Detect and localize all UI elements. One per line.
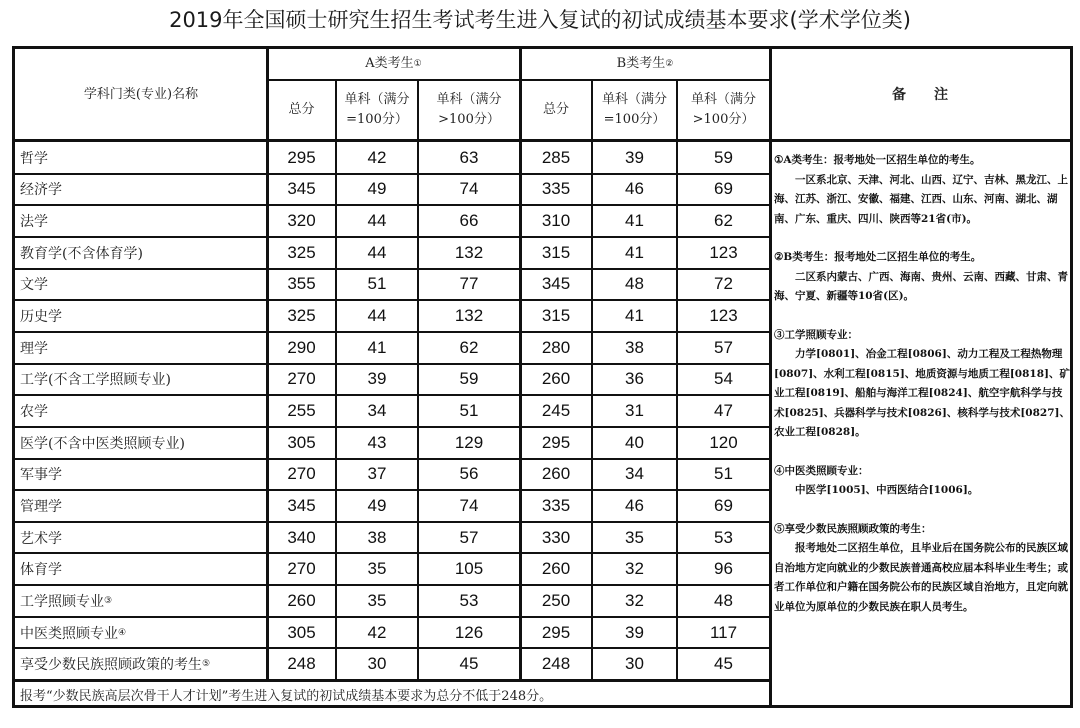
cell-b-sgt100: 72 — [714, 274, 733, 294]
cell-a-s100: 44 — [367, 211, 387, 231]
header-a-total-label: 总分 — [288, 101, 315, 117]
header-line: =100分） — [346, 111, 408, 127]
cell-b-total: 315 — [541, 306, 571, 326]
subject-name: 哲学 — [20, 150, 48, 167]
header-a-total — [267, 79, 336, 140]
header-b-total — [520, 79, 592, 140]
cell-a-s100: 35 — [367, 559, 387, 579]
grid-line — [15, 584, 770, 586]
grid-line — [15, 458, 770, 460]
cell-b-sgt100: 51 — [714, 464, 733, 484]
header-line: >100分） — [692, 111, 755, 127]
table-row-subject — [15, 364, 266, 396]
cell-b-sgt100: 53 — [714, 527, 733, 547]
cell-a-sgt100: 66 — [459, 211, 479, 231]
remark-4-body: 中医学[1005]、中西医结合[1006]。 — [795, 484, 979, 496]
cell-a-sgt100: 62 — [459, 337, 479, 357]
cell-b-s100: 41 — [625, 306, 644, 326]
cell-b-sgt100: 47 — [714, 401, 733, 420]
table-row-subject — [15, 490, 266, 522]
header-a-single-gt100 — [418, 79, 520, 140]
cell-a-s100: 41 — [367, 337, 387, 357]
grid-line — [15, 552, 770, 554]
header-b-single-100 — [592, 79, 677, 140]
cell-b-total: 245 — [541, 401, 571, 420]
cell-b-s100: 31 — [625, 401, 644, 420]
cell-a-sgt100: 56 — [459, 464, 479, 484]
cell-a-s100: 37 — [367, 464, 387, 484]
header-b-total-label: 总分 — [542, 101, 569, 117]
subject-name: 法学 — [20, 214, 48, 231]
cell-a-sgt100: 59 — [459, 369, 479, 389]
cell-b-total: 345 — [541, 274, 571, 294]
cell-a-s100: 43 — [367, 432, 387, 452]
cell-b-sgt100: 45 — [714, 654, 733, 674]
remark-5-body: 报考地处二区招生单位，且毕业后在国务院公布的民族区域自治地方定向就业的少数民族普通高校应届本科毕业生考生；或者工作单位和户籍在国务院公布的民族区域自治地方，且定向就业单位为原单位的少数民族在职人员考生。 — [774, 542, 1068, 613]
cell-a-total: 340 — [287, 527, 316, 547]
cell-b-s100: 46 — [625, 495, 644, 515]
remark-5-heading: ⑤享受少数民族照顾政策的考生： — [774, 522, 932, 535]
cell-b-s100: 48 — [625, 274, 644, 294]
header-group-a-label: A类考生 — [365, 56, 414, 71]
table-row-subject — [15, 300, 266, 332]
header-line: 单科（满分 — [344, 91, 410, 107]
grid-line — [267, 79, 770, 81]
cell-a-sgt100: 105 — [454, 559, 484, 579]
header-line: >100分） — [438, 111, 500, 127]
cell-b-total: 250 — [541, 590, 571, 610]
table-row-subject — [15, 237, 266, 269]
table-row-subject — [15, 174, 266, 206]
cell-a-total: 295 — [287, 147, 316, 167]
cell-a-s100: 49 — [367, 179, 387, 199]
cell-b-s100: 46 — [625, 179, 644, 199]
cell-b-total: 285 — [541, 147, 571, 167]
cell-a-sgt100: 132 — [454, 306, 484, 326]
cell-b-s100: 30 — [625, 654, 644, 674]
cell-a-total: 305 — [287, 432, 316, 452]
table-row-subject — [15, 522, 266, 554]
cell-b-sgt100: 48 — [714, 590, 733, 610]
cell-b-s100: 36 — [625, 369, 644, 389]
table-row-subject — [15, 553, 266, 585]
subject-name: 管理学 — [20, 498, 62, 515]
cell-a-total: 355 — [287, 274, 316, 294]
subject-name: 军事学 — [20, 467, 62, 484]
table-row-subject — [15, 395, 266, 427]
cell-b-sgt100: 120 — [709, 432, 738, 452]
footer-note — [15, 680, 770, 708]
grid-line — [15, 679, 770, 682]
remark-3-body: 力学[0801]、冶金工程[0806]、动力工程及工程热物理[0807]、水利工程[0815]、地质资源与地质工程[0818]、矿业工程[0819]、船舶与海洋工程[0824]、航空宇航科学与技术[0825]、兵器科学与技术[0826]、核科学与技术[0827]、农业工程[0828]。 — [774, 348, 1070, 438]
footer-note-text: 报考“少数民族高层次骨干人才计划”考生进入复试的初试成绩基本要求为总分不低于248分。 — [20, 688, 553, 704]
cell-b-total: 335 — [541, 179, 571, 199]
cell-b-total: 248 — [541, 654, 571, 674]
cell-a-sgt100: 126 — [454, 622, 484, 642]
cell-b-s100: 39 — [625, 622, 644, 642]
cell-a-s100: 51 — [367, 274, 387, 294]
grid-line — [15, 173, 770, 175]
subject-name: 工学照顾专业 — [20, 593, 104, 610]
cell-a-s100: 35 — [367, 590, 387, 610]
header-line: 单科（满分 — [601, 91, 667, 107]
cell-a-s100: 42 — [367, 147, 387, 167]
grid-line — [15, 394, 770, 396]
cell-b-s100: 38 — [625, 337, 644, 357]
remark-1-heading: ①A类考生：报考地处一区招生单位的考生。 — [774, 154, 981, 166]
cell-b-sgt100: 69 — [714, 495, 733, 515]
cell-b-s100: 35 — [625, 527, 644, 547]
header-remarks — [770, 49, 1070, 140]
header-line: 单科（满分 — [436, 91, 502, 107]
cell-b-s100: 41 — [625, 211, 644, 231]
header-subject — [15, 49, 267, 140]
grid-line — [15, 363, 770, 365]
grid-line — [591, 79, 593, 680]
cell-b-total: 295 — [541, 432, 571, 452]
remark-2-heading: ②B类考生：报考地处二区招生单位的考生。 — [774, 251, 982, 263]
header-line: =100分） — [603, 111, 666, 127]
cell-b-sgt100: 96 — [714, 559, 733, 579]
cell-a-sgt100: 53 — [459, 590, 479, 610]
header-b-single-gt100 — [677, 79, 770, 140]
table-row-subject — [15, 459, 266, 491]
cell-b-sgt100: 57 — [714, 337, 733, 357]
remark-2-body: 二区系内蒙古、广西、海南、贵州、云南、西藏、甘肃、青海、宁夏、新疆等10省(区)。 — [774, 270, 1068, 302]
cell-a-s100: 39 — [367, 369, 387, 389]
cell-b-total: 280 — [541, 337, 571, 357]
header-subject-label: 学科门类(专业)名称 — [83, 86, 199, 102]
cell-a-sgt100: 129 — [454, 432, 484, 452]
table-row-subject — [15, 142, 266, 174]
subject-name: 体育学 — [20, 562, 62, 579]
cell-b-s100: 32 — [625, 559, 644, 579]
cell-b-sgt100: 123 — [709, 242, 738, 262]
grid-line — [15, 236, 770, 238]
cell-b-total: 295 — [541, 622, 571, 642]
grid-line — [335, 79, 337, 680]
grid-line — [15, 139, 1070, 142]
cell-b-sgt100: 54 — [714, 369, 733, 389]
subject-name: 医学(不含中医类照顾专业) — [20, 435, 185, 452]
cell-b-sgt100: 69 — [714, 179, 733, 199]
grid-line — [15, 426, 770, 428]
cell-b-s100: 41 — [625, 242, 644, 262]
cell-a-s100: 49 — [367, 495, 387, 515]
cell-a-total: 320 — [287, 211, 316, 231]
table-row-subject — [15, 269, 266, 301]
remarks-panel — [774, 151, 1070, 617]
cell-a-sgt100: 74 — [459, 495, 479, 515]
cell-a-total: 345 — [287, 179, 316, 199]
header-a-single-100 — [336, 79, 418, 140]
cell-b-sgt100: 123 — [709, 306, 738, 326]
cell-a-total: 260 — [287, 590, 316, 610]
grid-line — [769, 49, 772, 708]
cell-a-total: 325 — [287, 242, 316, 262]
subject-name: 教育学(不含体育学) — [20, 245, 143, 262]
table-row-subject — [15, 332, 266, 364]
cell-a-s100: 38 — [367, 527, 387, 547]
remark-1-body: 一区系北京、天津、河北、山西、辽宁、吉林、黑龙江、上海、江苏、浙江、安徽、福建、江西、山东、河南、湖北、湖南、广东、重庆、四川、陕西等21省(市)。 — [774, 173, 1068, 225]
cell-a-sgt100: 51 — [459, 401, 479, 420]
grid-line — [417, 79, 419, 680]
cell-a-s100: 42 — [367, 622, 387, 642]
cell-b-total: 260 — [541, 559, 571, 579]
subject-name: 理学 — [20, 340, 48, 357]
subject-name: 农学 — [20, 404, 48, 420]
grid-line — [676, 79, 678, 680]
cell-b-total: 260 — [541, 464, 571, 484]
grid-line — [15, 647, 770, 649]
cell-a-s100: 30 — [367, 654, 387, 674]
header-group-b-label: B类考生 — [616, 56, 666, 71]
cell-a-total: 325 — [287, 306, 316, 326]
cell-a-total: 290 — [287, 337, 316, 357]
cell-b-s100: 39 — [625, 147, 644, 167]
grid-line — [15, 616, 770, 618]
cell-a-total: 255 — [287, 401, 316, 420]
page-title: 2019年全国硕士研究生招生考试考生进入复试的初试成绩基本要求(学术学位类) — [169, 8, 911, 32]
cell-b-s100: 34 — [625, 464, 644, 484]
grid-line — [15, 204, 770, 206]
cell-a-s100: 44 — [367, 306, 387, 326]
cell-a-sgt100: 57 — [459, 527, 479, 547]
cell-b-sgt100: 59 — [714, 147, 733, 167]
remark-4-heading: ④中医类照顾专业： — [774, 464, 869, 477]
grid-line — [15, 521, 770, 523]
cell-a-total: 270 — [287, 369, 316, 389]
header-group-b: B类考生 ② — [520, 49, 770, 79]
cell-b-total: 310 — [541, 211, 571, 231]
cell-b-total: 330 — [541, 527, 571, 547]
header-remarks-label: 备 注 — [892, 86, 948, 103]
subject-name: 文学 — [20, 277, 48, 294]
cell-a-sgt100: 77 — [459, 274, 479, 294]
cell-a-total: 270 — [287, 559, 316, 579]
table-row-subject — [15, 205, 266, 237]
cell-b-sgt100: 117 — [709, 622, 738, 642]
cell-a-s100: 44 — [367, 242, 387, 262]
grid-line — [15, 299, 770, 301]
table-row-subject: 工学照顾专业 ③ — [15, 585, 266, 617]
cell-a-total: 305 — [287, 622, 316, 642]
header-group-a: A类考生 ① — [267, 49, 520, 79]
score-table — [12, 46, 1073, 708]
subject-name: 艺术学 — [20, 530, 62, 547]
grid-line — [15, 489, 770, 491]
header-line: 单科（满分 — [690, 91, 756, 107]
cell-a-sgt100: 63 — [459, 147, 479, 167]
subject-name: 经济学 — [20, 182, 62, 199]
cell-a-sgt100: 132 — [454, 242, 484, 262]
cell-b-s100: 40 — [625, 432, 644, 452]
cell-b-total: 260 — [541, 369, 571, 389]
table-row-subject: 享受少数民族照顾政策的考生 ⑤ — [15, 648, 266, 680]
cell-b-s100: 32 — [625, 590, 644, 610]
grid-line — [15, 331, 770, 333]
subject-name: 中医类照顾专业 — [20, 625, 118, 642]
cell-a-total: 345 — [287, 495, 316, 515]
cell-a-s100: 34 — [367, 401, 387, 420]
remark-3-heading: ③工学照顾专业： — [774, 328, 858, 341]
table-row-subject — [15, 427, 266, 459]
cell-b-total: 335 — [541, 495, 571, 515]
table-row-subject: 中医类照顾专业 ④ — [15, 617, 266, 649]
cell-a-total: 248 — [287, 654, 316, 674]
grid-line — [15, 268, 770, 270]
cell-b-total: 315 — [541, 242, 571, 262]
cell-a-sgt100: 45 — [459, 654, 479, 674]
cell-a-total: 270 — [287, 464, 316, 484]
cell-b-sgt100: 62 — [714, 211, 733, 231]
subject-name: 工学(不含工学照顾专业) — [20, 372, 171, 389]
subject-name: 历史学 — [20, 309, 62, 326]
subject-name: 享受少数民族照顾政策的考生 — [20, 657, 202, 674]
cell-a-sgt100: 74 — [459, 179, 479, 199]
